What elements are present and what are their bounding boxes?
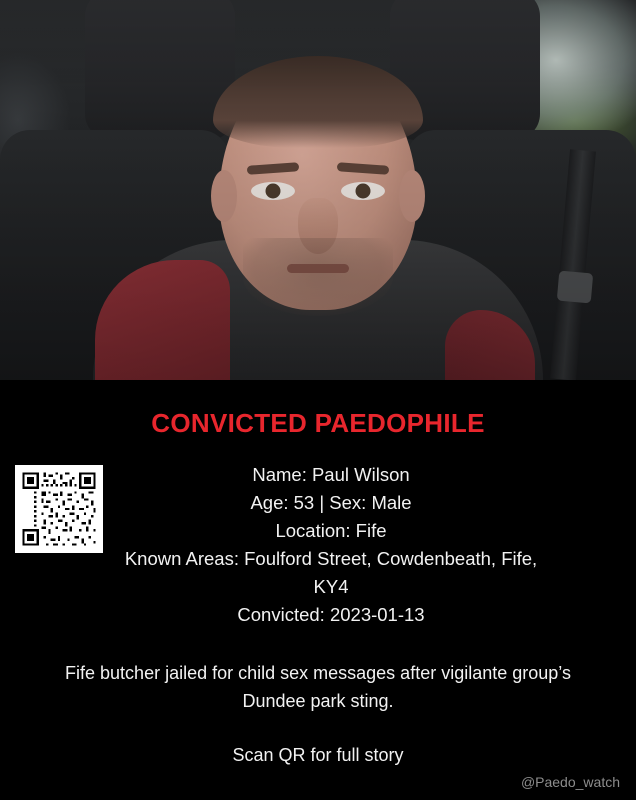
account-handle: @Paedo_watch <box>520 774 620 790</box>
subject-photo <box>0 0 636 380</box>
qr-code-icon[interactable] <box>15 465 103 553</box>
case-summary: Fife butcher jailed for child sex messages after vigilante group’s Dundee park sting. <box>65 663 571 711</box>
poster-content <box>0 380 636 800</box>
details-row <box>0 461 636 629</box>
detail-name: Name: Paul Wilson <box>252 464 410 485</box>
detail-location: Location: Fife <box>275 520 387 541</box>
details-block <box>118 461 636 629</box>
headline: CONVICTED PAEDOPHILE <box>151 408 485 438</box>
detail-convicted: Convicted: 2023-01-13 <box>237 604 425 625</box>
qr-column <box>0 461 118 553</box>
scan-instruction: Scan QR for full story <box>232 745 404 765</box>
photo-background <box>0 0 636 380</box>
detail-age-sex: Age: 53 | Sex: Male <box>250 492 412 513</box>
photo-vignette <box>0 0 636 380</box>
detail-known-areas: Known Areas: Foulford Street, Cowdenbeath, Fife, KY4 <box>124 548 538 597</box>
